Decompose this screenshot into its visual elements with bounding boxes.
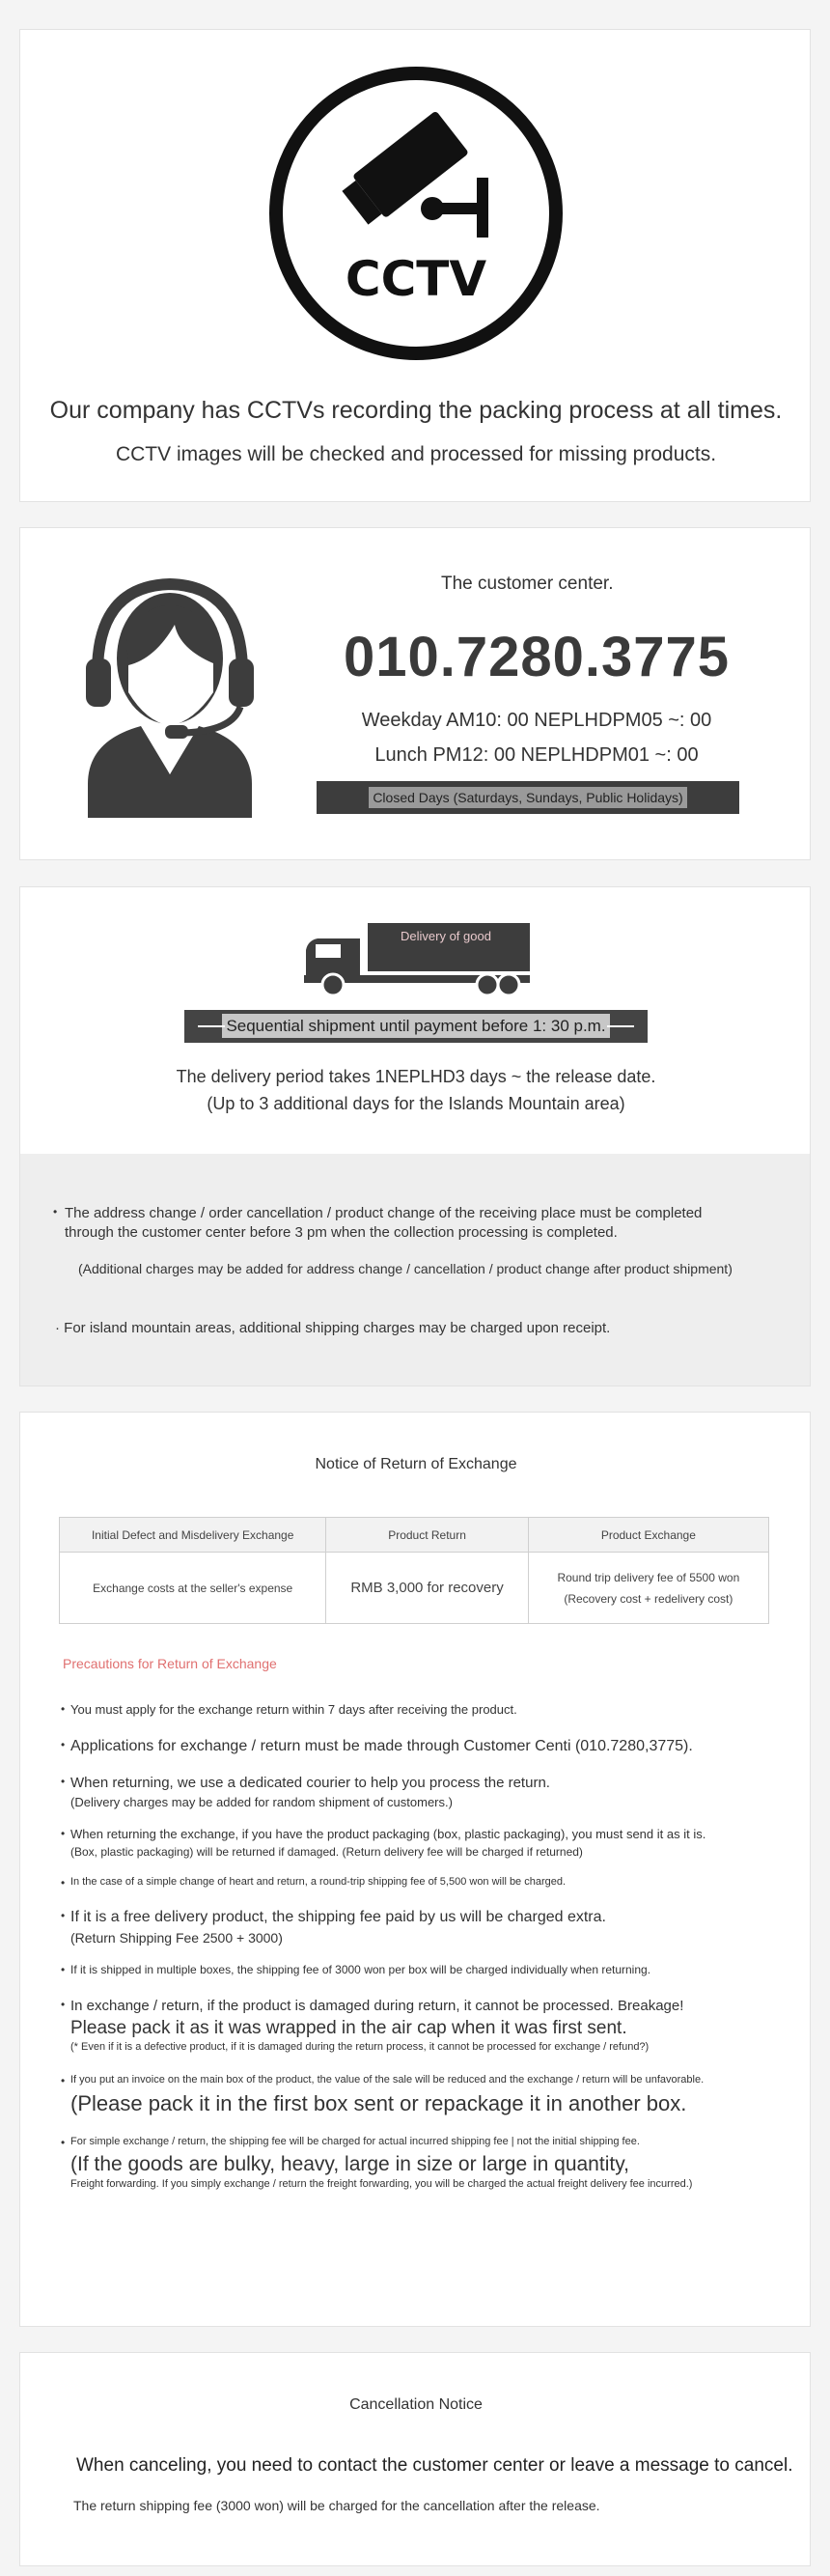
precautions-list: [61, 1702, 794, 2190]
shipment-bar-text: Sequential shipment until payment before 1: 30 p.m.: [222, 1014, 609, 1038]
list-item: • If it is a free delivery product, the shipping fee paid by us will be charged extra. (Return Shipping Fee 2500 + 3000): [61, 1909, 606, 1946]
delivery-note-1: • The address change / order cancellation / product change of the receiving place must be completed through the customer center before 3 pm when the collection processing is completed.: [65, 1204, 740, 1243]
list-item: • In exchange / return, if the product is damaged during return, it cannot be processed. Breakage! Please pack it as it was wrapped in the air cap when it was first sent. (* Even if it is a defective product, if it is damaged during the return process, it cannot be processed for exchange / refund?): [61, 1998, 684, 2053]
returns-title: Notice of Return of Exchange: [315, 1456, 517, 1472]
return-exchange-card: [19, 1412, 811, 2327]
bullet-icon: •: [61, 1909, 66, 1922]
shipment-bar: [184, 1010, 648, 1043]
lunch-hours: Lunch PM12: 00 NEPLHDPM01 ~: 00: [374, 744, 699, 766]
cancellation-line-1: When canceling, you need to contact the customer center or leave a message to cancel.: [76, 2455, 793, 2476]
bullet-icon: •: [61, 2136, 66, 2149]
bullet-icon: •: [61, 1827, 66, 1840]
closed-days-text: Closed Days (Saturdays, Sundays, Public Holidays): [369, 787, 686, 808]
delivery-note-3: · For island mountain areas, additional shipping charges may be charged upon receipt.: [55, 1320, 611, 1336]
returns-table: [59, 1517, 769, 1624]
list-item: • When returning, we use a dedicated courier to help you process the return. (Delivery charges may be added for random shipment of customers.): [61, 1775, 550, 1809]
customer-center-label: The customer center.: [441, 574, 614, 594]
delivery-period: The delivery period takes 1NEPLHD3 days ~ the release date.: [176, 1067, 656, 1086]
cancellation-line-2: The return shipping fee (3000 won) will be charged for the cancellation after the release.: [73, 2498, 600, 2513]
bullet-icon: •: [61, 1876, 66, 1890]
table-cell: Round trip delivery fee of 5500 won (Recovery cost + redelivery cost): [528, 1553, 768, 1624]
customer-center-phone: 010.7280.3775: [343, 626, 731, 688]
delivery-islands: (Up to 3 additional days for the Islands Mountain area): [207, 1094, 625, 1113]
bullet-icon: •: [61, 1775, 66, 1788]
delivery-note-2: (Additional charges may be added for address change / cancellation / product change after product shipment): [78, 1261, 733, 1276]
table-header: Product Exchange: [528, 1518, 768, 1553]
customer-center-card: [19, 527, 811, 860]
bullet-icon: •: [61, 1738, 66, 1751]
cctv-camera-icon: [266, 64, 566, 363]
precautions-title: Precautions for Return of Exchange: [63, 1656, 277, 1671]
cancellation-card: [19, 2352, 811, 2566]
bullet-icon: •: [61, 1963, 66, 1976]
table-cell: Exchange costs at the seller's expense: [60, 1553, 326, 1624]
weekday-hours: Weekday AM10: 00 NEPLHDPM05 ~: 00: [361, 710, 712, 731]
table-header: Initial Defect and Misdelivery Exchange: [60, 1518, 326, 1553]
table-row: [60, 1553, 769, 1624]
list-item: • Applications for exchange / return must be made through Customer Centi (010.7280,3775).: [61, 1738, 693, 1754]
table-header: Product Return: [326, 1518, 528, 1553]
list-item: • When returning the exchange, if you have the product packaging (box, plastic packaging), you must send it as it is. (Box, plastic packaging) will be returned if damaged. (Return delivery fee will be charged if returned): [61, 1827, 706, 1859]
closed-days-bar: [317, 781, 739, 814]
list-item: • You must apply for the exchange return within 7 days after receiving the product.: [61, 1702, 517, 1717]
headset-agent-icon: [69, 567, 271, 818]
cctv-notice-card: [19, 29, 811, 502]
list-item: • In the case of a simple change of heart and return, a round-trip shipping fee of 5,500 won will be charged.: [61, 1876, 567, 1890]
cctv-line-2: CCTV images will be checked and processed for missing products.: [115, 443, 717, 465]
bullet-icon: •: [61, 1998, 66, 2011]
table-cell: RMB 3,000 for recovery: [326, 1553, 528, 1624]
delivery-notes-panel: [20, 1154, 811, 1386]
list-item: • If it is shipped in multiple boxes, the shipping fee of 3000 won per box will be charged individually when returning.: [61, 1963, 651, 1976]
list-item: • If you put an invoice on the main box of the product, the value of the sale will be reduced and the exchange / return will be unfavorable. (Please pack it in the first box sent or repackage it in another box.: [61, 2074, 705, 2115]
bullet-icon: •: [61, 1702, 66, 1716]
bullet-icon: •: [61, 2074, 66, 2087]
truck-label: Delivery of good: [401, 929, 491, 943]
cancellation-title: Cancellation Notice: [349, 2396, 483, 2413]
cctv-badge-text: CCTV: [345, 251, 487, 307]
bullet-icon: •: [53, 1205, 58, 1218]
cctv-line-1: Our company has CCTVs recording the packing process at all times.: [49, 397, 783, 424]
list-item: • For simple exchange / return, the shipping fee will be charged for actual incurred shipping fee | not the initial shipping fee. (If the goods are bulky, heavy, large in size or large in quantity, Freight forwarding. If you simply exchange / return the freight forwarding, you will be charged the actual freight delivery fee incurred.): [61, 2136, 693, 2190]
delivery-info-card: [19, 886, 811, 1386]
